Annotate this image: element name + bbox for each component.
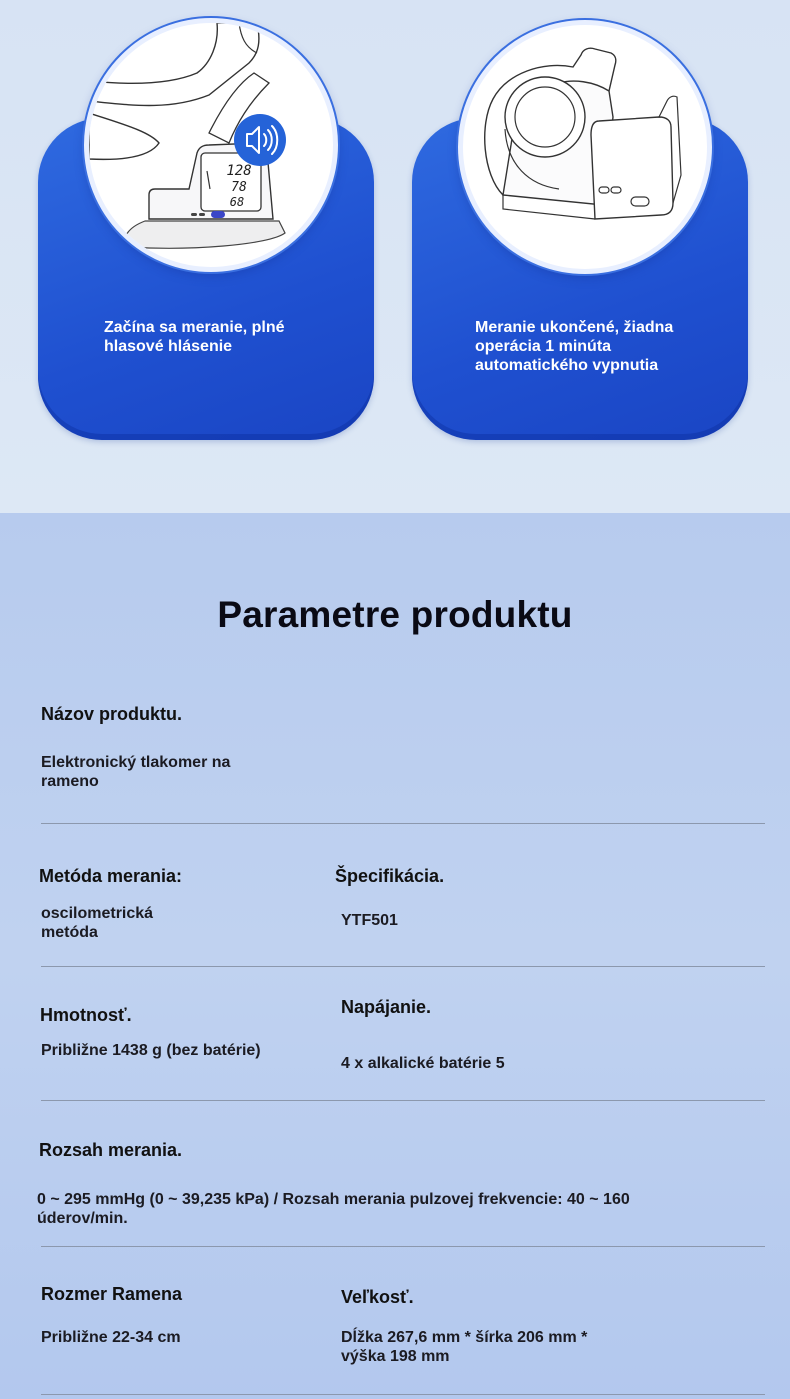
divider xyxy=(41,966,765,967)
voice-announcement-illustration xyxy=(84,18,338,272)
power-label: Napájanie. xyxy=(341,997,432,1017)
features-section xyxy=(0,0,790,513)
size-value: Dĺžka 267,6 mm * šírka 206 mm * výška 198 mm xyxy=(341,1329,588,1365)
spec-label: Špecifikácia. xyxy=(335,866,445,886)
range-label: Rozsah merania. xyxy=(39,1140,183,1160)
monitor-arm-drawing xyxy=(89,23,333,267)
monitor-cuff-drawing xyxy=(463,25,707,269)
parameters-section xyxy=(0,513,790,1399)
method-value: oscilometrická metóda xyxy=(41,905,154,941)
auto-off-illustration xyxy=(458,20,712,274)
feature-card-text: Začína sa meranie, plné hlasové hlásenie xyxy=(104,319,285,355)
display-systolic: 128 xyxy=(226,163,252,179)
product-name-label: Názov produktu. xyxy=(41,704,183,724)
range-value: 0 ~ 295 mmHg (0 ~ 39,235 kPa) / Rozsah merania pulzovej frekvencie: 40 ~ 160 úderov/min. xyxy=(37,1191,630,1227)
page-title: Parametre produktu xyxy=(217,594,573,635)
display-diastolic: 78 xyxy=(231,180,247,195)
divider xyxy=(41,823,765,824)
arm-size-value: Približne 22-34 cm xyxy=(41,1329,181,1346)
divider xyxy=(41,1100,765,1101)
divider xyxy=(41,1246,765,1247)
arm-size-label: Rozmer Ramena xyxy=(41,1284,183,1304)
feature-card-text: Meranie ukončené, žiadna operácia 1 minúta automatického vypnutia xyxy=(475,319,674,374)
display-pulse: 68 xyxy=(229,195,245,209)
size-label: Veľkosť. xyxy=(341,1287,414,1307)
divider xyxy=(41,1394,765,1395)
weight-label: Hmotnosť. xyxy=(40,1005,132,1025)
method-label: Metóda merania: xyxy=(39,866,183,886)
spec-value: YTF501 xyxy=(341,912,398,929)
weight-value: Približne 1438 g (bez batérie) xyxy=(41,1042,261,1059)
product-name-value: Elektronický tlakomer na rameno xyxy=(41,754,231,790)
power-value: 4 x alkalické batérie 5 xyxy=(341,1055,505,1072)
